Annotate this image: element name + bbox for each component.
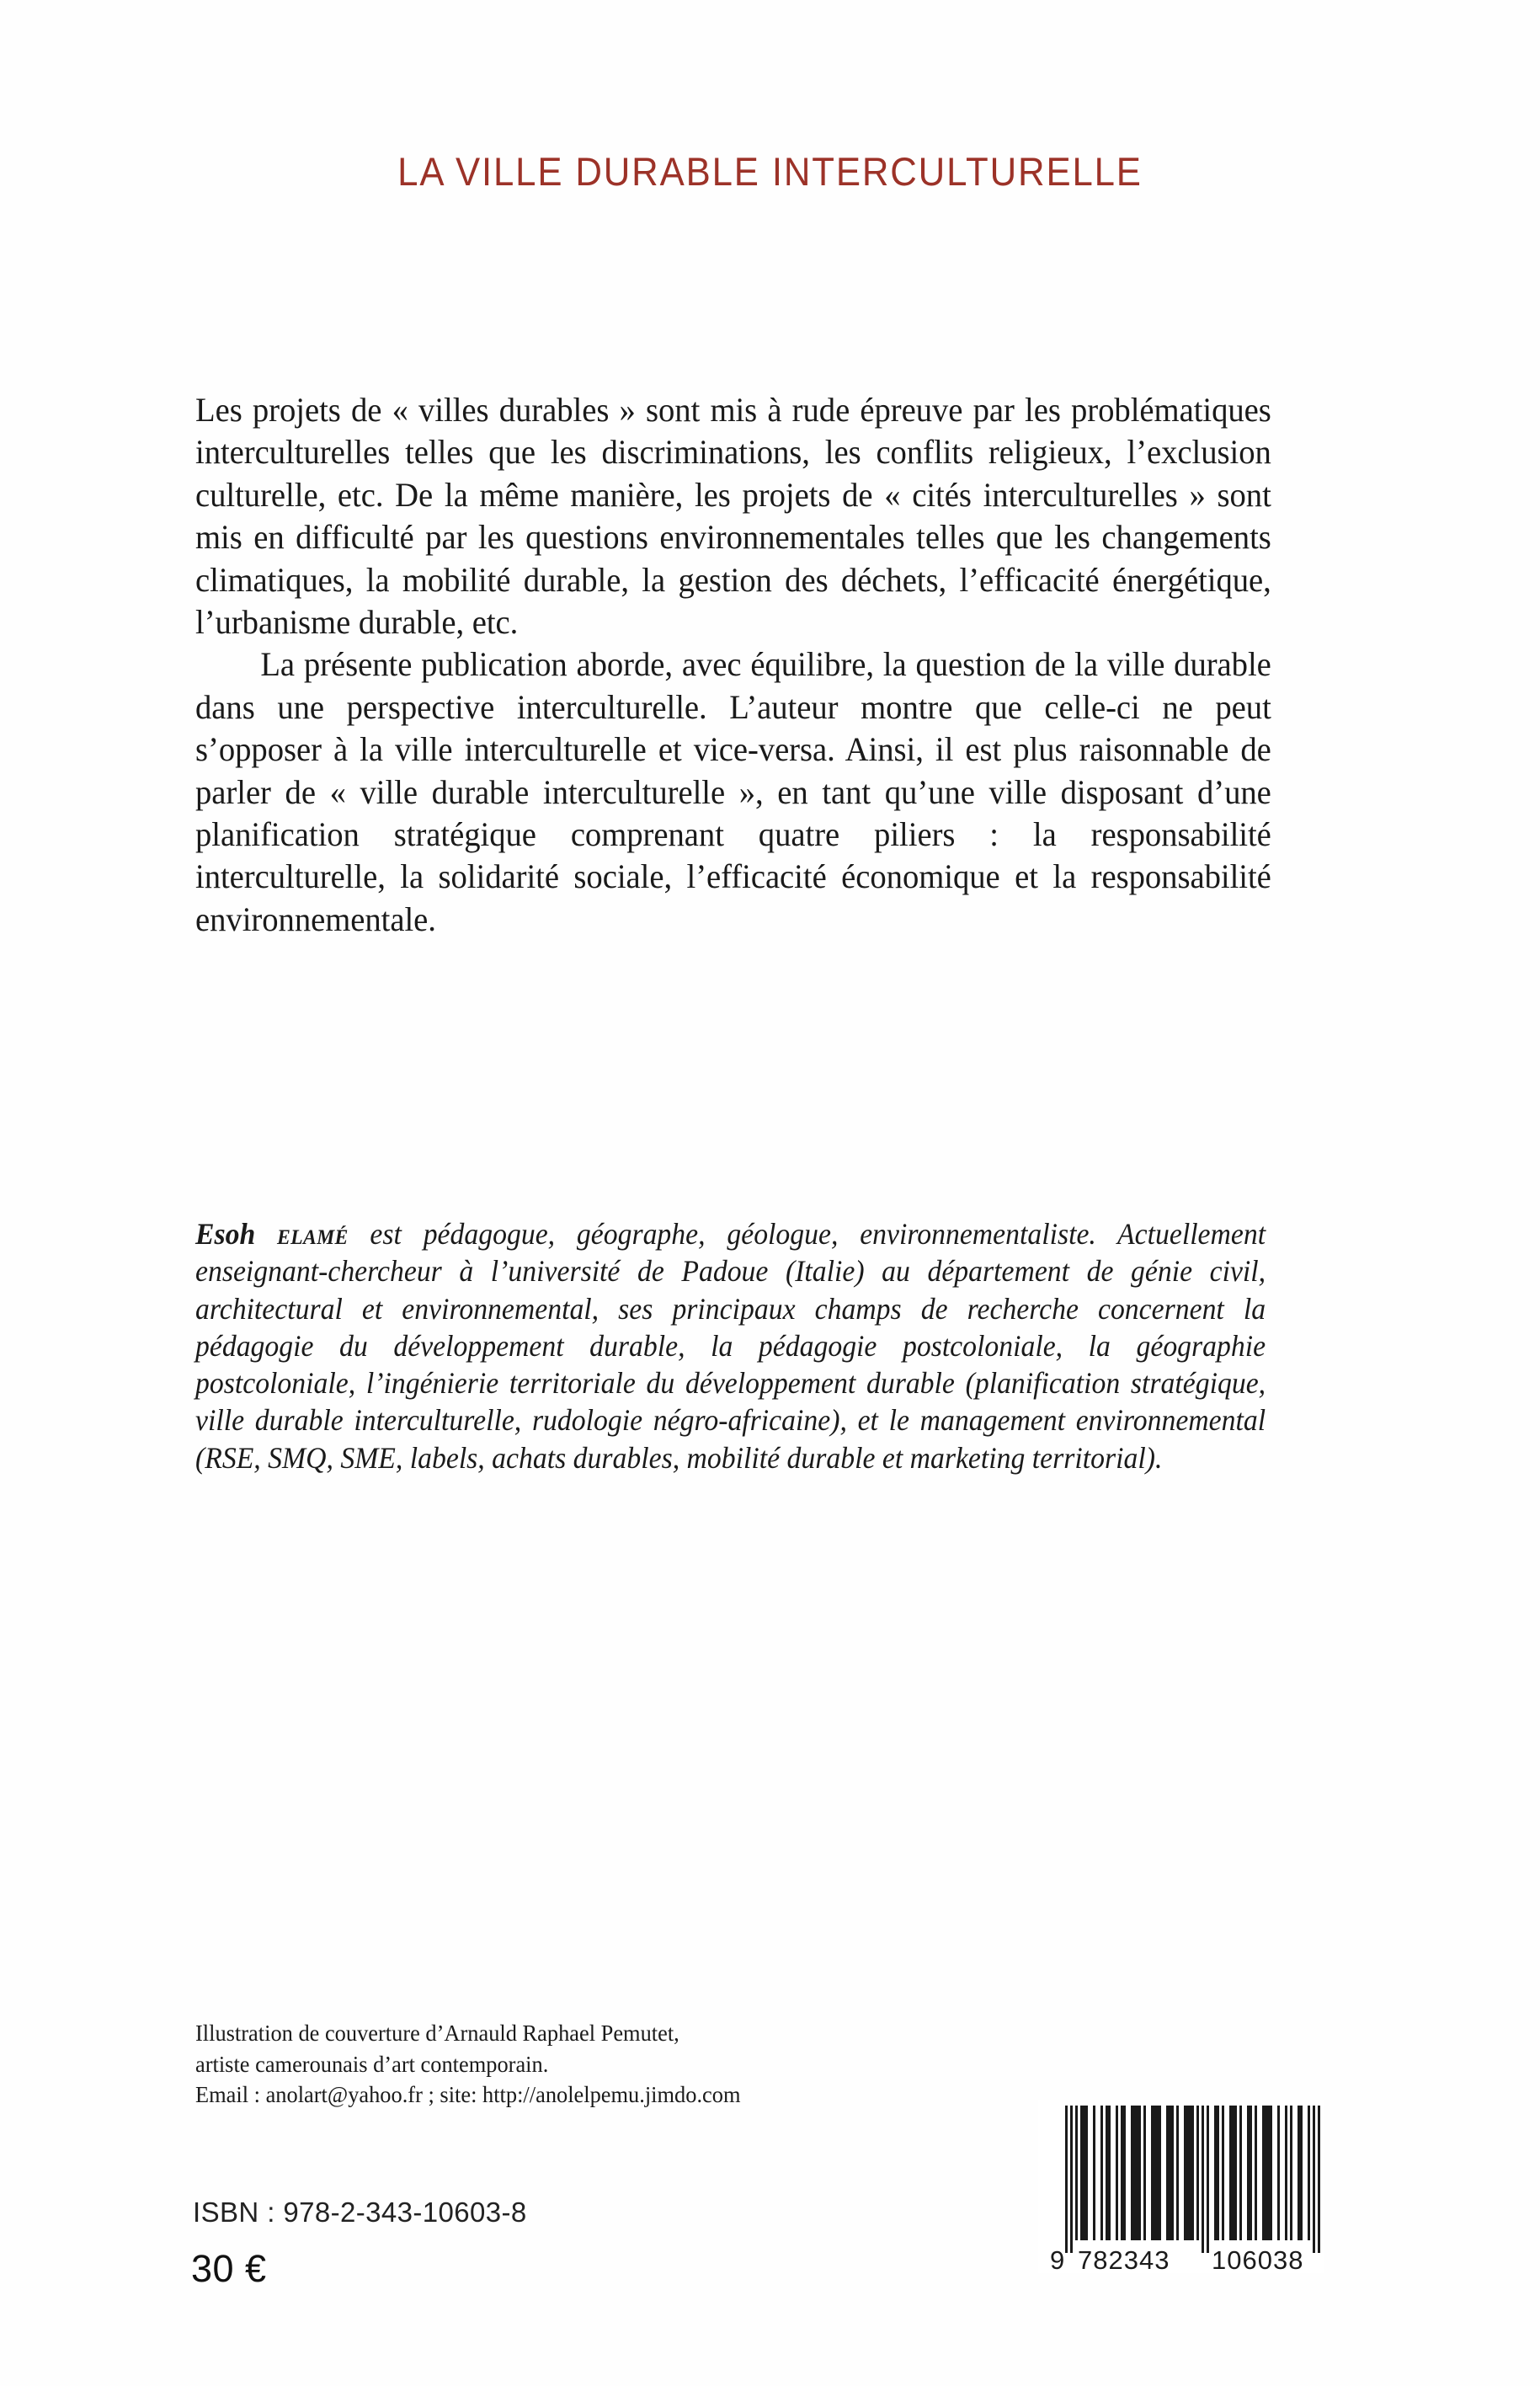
barcode-digits-right-group: 106038 [1212, 2245, 1304, 2273]
author-first-name: Esoh [195, 1217, 256, 1251]
barcode-digit-leading: 9 [1050, 2245, 1066, 2273]
blurb-paragraph-2: La présente publication aborde, avec équilibre, la question de la ville durable dans une perspective interculturelle. L’auteur montre que celle-ci ne peut s’opposer à la ville interculturelle et vice-versa. Ainsi, il est plus raisonnable de parler de « ville durable interculturelle », en tant qu’une ville disposant d’une planification stratégique comprenant quatre piliers : la responsabilité interculturelle, la solidarité sociale, l’efficacité économique et la responsabilité environnementale. [195, 645, 1271, 938]
cover-credits [195, 2018, 1276, 2111]
author-bio-paragraph [195, 1215, 1266, 1476]
page-title: LA VILLE DURABLE INTERCULTURELLE [397, 149, 1143, 194]
barcode-svg [1038, 2100, 1324, 2273]
price-text: 30 € [191, 2247, 267, 2290]
credits-line-contact: Email : anolart@yahoo.fr ; site: http://anolelpemu.jimdo.com [195, 2081, 741, 2107]
credits-line-illustration: Illustration de couverture d’Arnauld Raphael Pemutet, [195, 2020, 679, 2046]
author-bio-body: est pédagogue, géographe, géologue, environnementaliste. Actuellement enseignant-chercheur à l’université de Padoue (Italie) au département de génie civil, architectural et environnemental, ses principaux champs de recherche concernent la pédagogie du développement durable, la pédagogie postcoloniale, la géographie postcoloniale, l’ingénierie territoriale du développement durable (planification stratégique, ville durable interculturelle, rudologie négro-africaine), et le management environnemental (RSE, SMQ, SME, labels, achats durables, mobilité durable et marketing territorial). [195, 1217, 1266, 1475]
barcode-digits-left-group: 782343 [1078, 2245, 1170, 2273]
ean13-barcode [1038, 2100, 1324, 2273]
isbn-text: ISBN : 978-2-343-10603-8 [193, 2197, 527, 2228]
blurb-text [195, 389, 1271, 941]
author-last-name: elamé [277, 1217, 349, 1251]
blurb-paragraph-1: Les projets de « villes durables » sont mis à rude épreuve par les problématiques interculturelles telles que les discriminations, les conflits religieux, l’exclusion culturelle, etc. De la même manière, les projets de « cités interculturelles » sont mis en difficulté par les questions environnementales telles que les changements climatiques, la mobilité durable, la gestion des déchets, l’efficacité énergétique, l’urbanisme durable, etc. [195, 391, 1271, 642]
author-bio [195, 1215, 1266, 1476]
credits-line-artist: artiste camerounais d’art contemporain. [195, 2050, 549, 2077]
